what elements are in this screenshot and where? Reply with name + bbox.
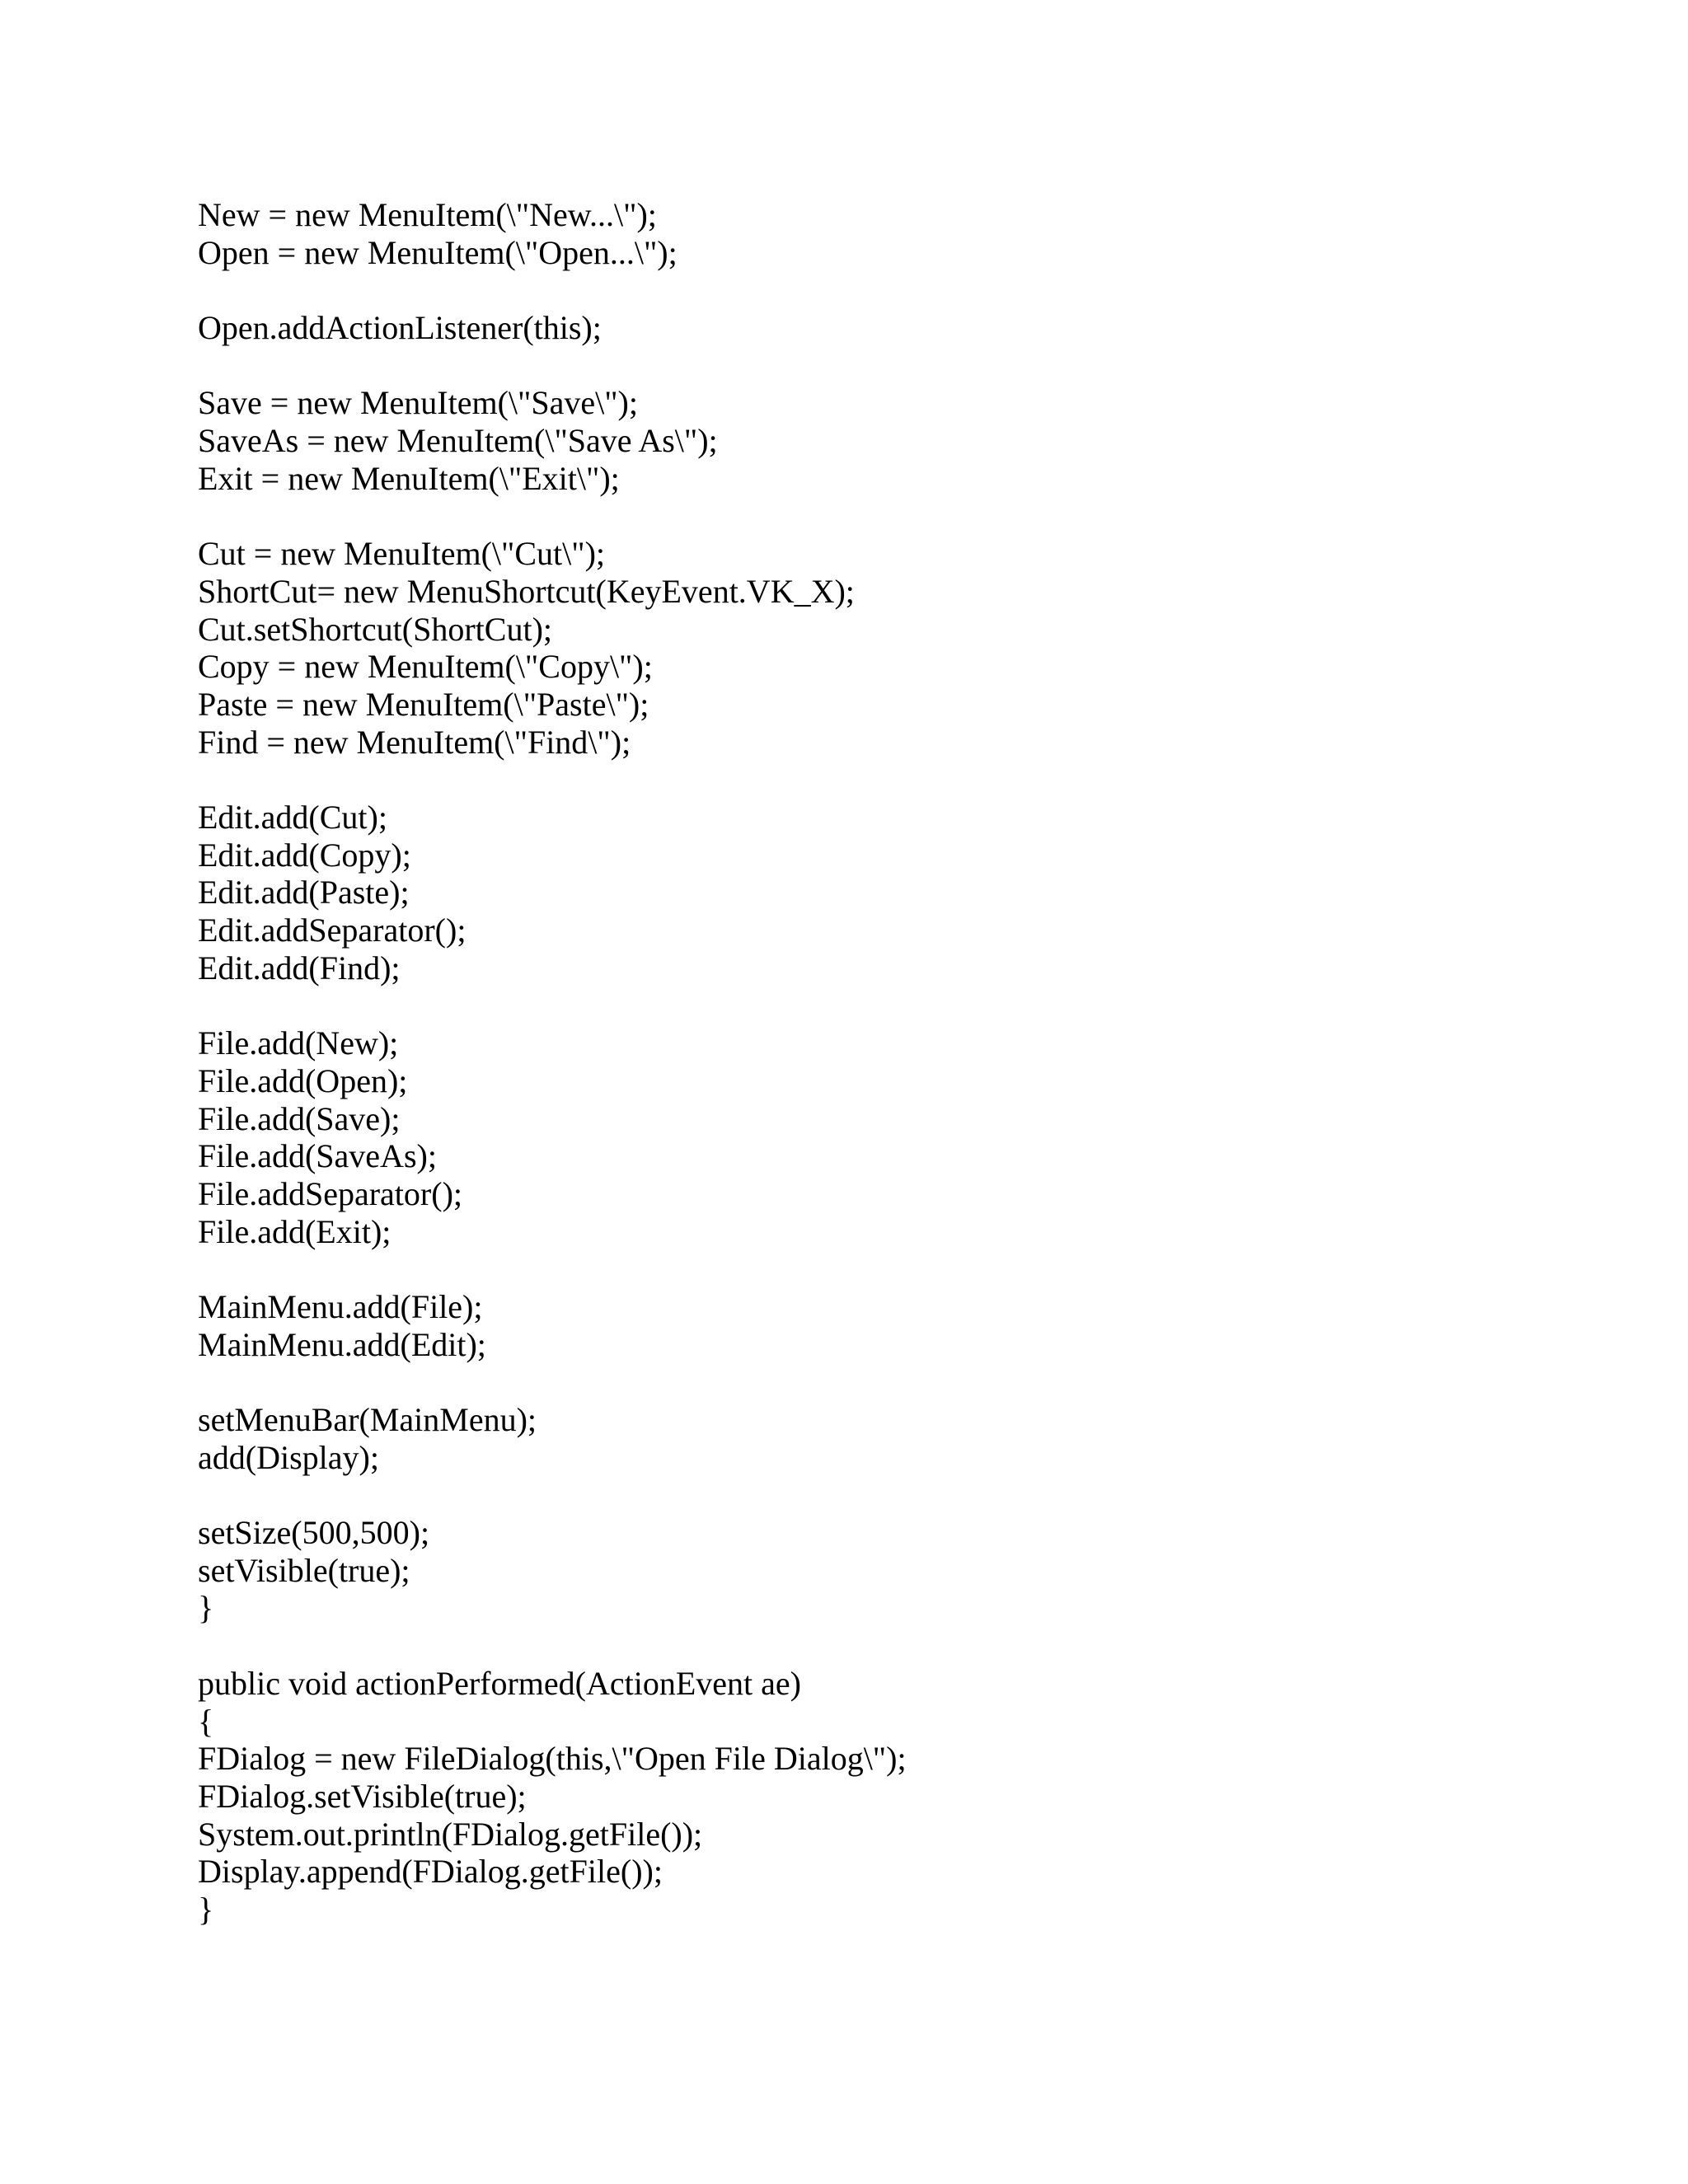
- blank-line: [198, 498, 907, 536]
- code-line: File.add(SaveAs);: [198, 1137, 437, 1175]
- code-listing: [198, 196, 907, 1929]
- code-line: FDialog.setVisible(true);: [198, 1777, 527, 1815]
- code-line: public void actionPerformed(ActionEvent ae): [198, 1664, 801, 1702]
- code-line: setMenuBar(MainMenu);: [198, 1401, 537, 1438]
- code-line: File.add(New);: [198, 1024, 399, 1062]
- code-line: Edit.add(Find);: [198, 949, 401, 987]
- blank-line: [198, 271, 907, 309]
- code-line: Edit.add(Copy);: [198, 836, 411, 874]
- code-line: Save = new MenuItem(\"Save\");: [198, 384, 638, 422]
- code-line: File.add(Open);: [198, 1062, 408, 1099]
- blank-line: [198, 761, 907, 799]
- code-line: Copy = new MenuItem(\"Copy\");: [198, 648, 653, 686]
- code-line: Edit.add(Paste);: [198, 874, 410, 912]
- code-line: Cut = new MenuItem(\"Cut\");: [198, 535, 606, 573]
- blank-line: [198, 1250, 907, 1288]
- code-line: Open = new MenuItem(\"Open...\");: [198, 233, 678, 271]
- code-line: Paste = new MenuItem(\"Paste\");: [198, 685, 649, 723]
- blank-line: [198, 347, 907, 385]
- blank-line: [198, 987, 907, 1024]
- blank-line: [198, 1627, 907, 1665]
- code-line: File.add(Save);: [198, 1099, 401, 1137]
- code-line: File.addSeparator();: [198, 1174, 462, 1212]
- code-line: File.add(Exit);: [198, 1212, 392, 1250]
- code-line: System.out.println(FDialog.getFile());: [198, 1815, 703, 1853]
- code-line: Exit = new MenuItem(\"Exit\");: [198, 459, 620, 497]
- code-line: Edit.addSeparator();: [198, 912, 467, 949]
- code-line: Cut.setShortcut(ShortCut);: [198, 610, 552, 648]
- code-line: {: [198, 1702, 214, 1740]
- code-line: MainMenu.add(File);: [198, 1287, 483, 1325]
- code-line: setSize(500,500);: [198, 1514, 430, 1552]
- code-line: Display.append(FDialog.getFile());: [198, 1853, 663, 1891]
- blank-line: [198, 1363, 907, 1401]
- code-line: }: [198, 1890, 214, 1928]
- code-line: Edit.add(Cut);: [198, 799, 387, 836]
- code-line: ShortCut= new MenuShortcut(KeyEvent.VK_X);: [198, 572, 855, 610]
- code-line: Open.addActionListener(this);: [198, 309, 602, 347]
- code-line: New = new MenuItem(\"New...\");: [198, 196, 657, 233]
- code-line: setVisible(true);: [198, 1551, 410, 1589]
- code-line: Find = new MenuItem(\"Find\");: [198, 723, 631, 761]
- blank-line: [198, 1476, 907, 1514]
- code-line: add(Display);: [198, 1438, 379, 1476]
- code-line: FDialog = new FileDialog(this,\"Open File Dialog\");: [198, 1740, 907, 1778]
- code-line: SaveAs = new MenuItem(\"Save As\");: [198, 422, 718, 460]
- code-line: }: [198, 1589, 214, 1627]
- code-line: MainMenu.add(Edit);: [198, 1325, 486, 1363]
